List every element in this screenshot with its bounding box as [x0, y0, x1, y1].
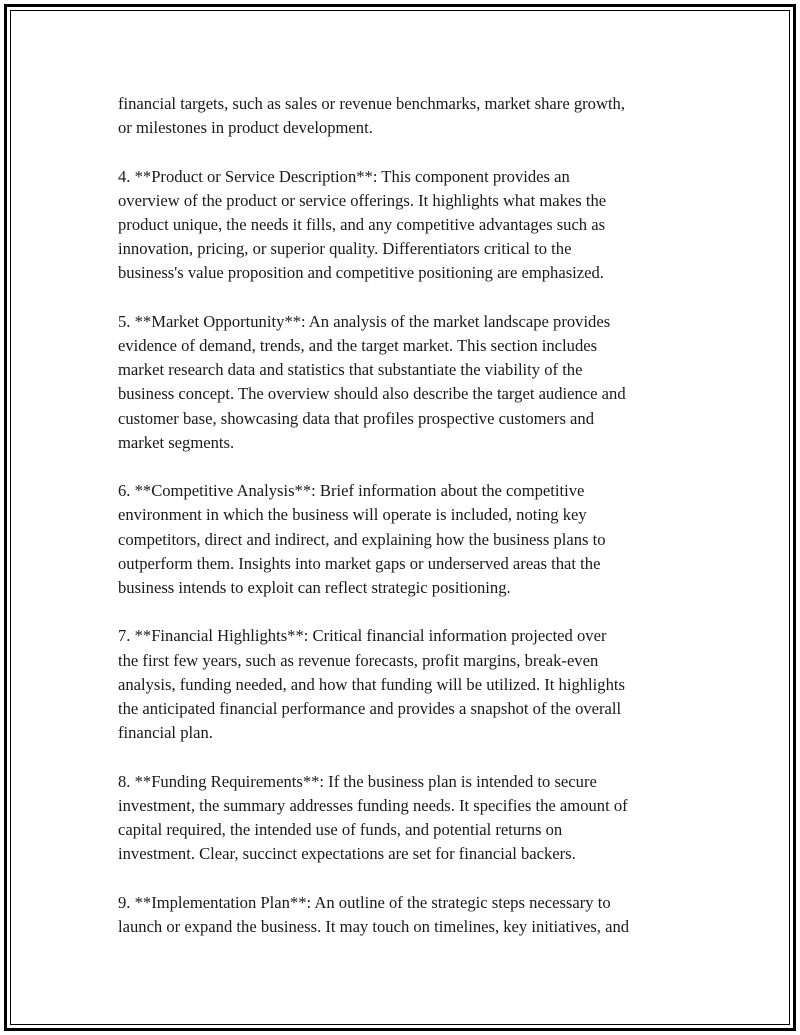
paragraph-implementation-plan: 9. **Implementation Plan**: An outline of the strategic steps necessary to launch or expand the business. It may touch on timelines, key initiatives, and — [118, 892, 630, 936]
document-body — [118, 92, 698, 963]
paragraph-funding-requirements: 8. **Funding Requirements**: If the business plan is intended to secure investment, the summary addresses funding needs. It specifies the amount of capital required, the intended use of funds, and potential returns on investment. Clear, succinct expectations are set for financial backers. — [118, 771, 628, 864]
paragraph-market-opportunity: 5. **Market Opportunity**: An analysis of the market landscape provides evidence of demand, trends, and the target market. This section includes market research data and statistics that substantiate the viability of the business concept. The overview should also describe the target audience and customer base, showcasing data that profiles prospective customers and market segments. — [118, 311, 626, 452]
paragraph-competitive-analysis: 6. **Competitive Analysis**: Brief information about the competitive environment in which the business will operate is included, noting key competitors, direct and indirect, and explaining how the business plans to outperform them. Insights into market gaps or underserved areas that the business intends to exploit can reflect strategic positioning. — [118, 481, 606, 598]
paragraph-financial-highlights: 7. **Financial Highlights**: Critical financial information projected over the first few years, such as revenue forecasts, profit margins, break-even analysis, funding needed, and how that funding will be utilized. It highlights the anticipated financial performance and provides a snapshot of the overall financial plan. — [118, 626, 625, 743]
paragraph-product-service-description: 4. **Product or Service Description**: This component provides an overview of the product or service offerings. It highlights what makes the product unique, the needs it fills, and any competitive advantages such as innovation, pricing, or superior quality. Differentiators critical to the business's value proposition and competitive positioning are emphasized. — [118, 166, 607, 283]
paragraph-financial-targets-continuation: financial targets, such as sales or revenue benchmarks, market share growth, or milestones in product development. — [118, 94, 626, 138]
